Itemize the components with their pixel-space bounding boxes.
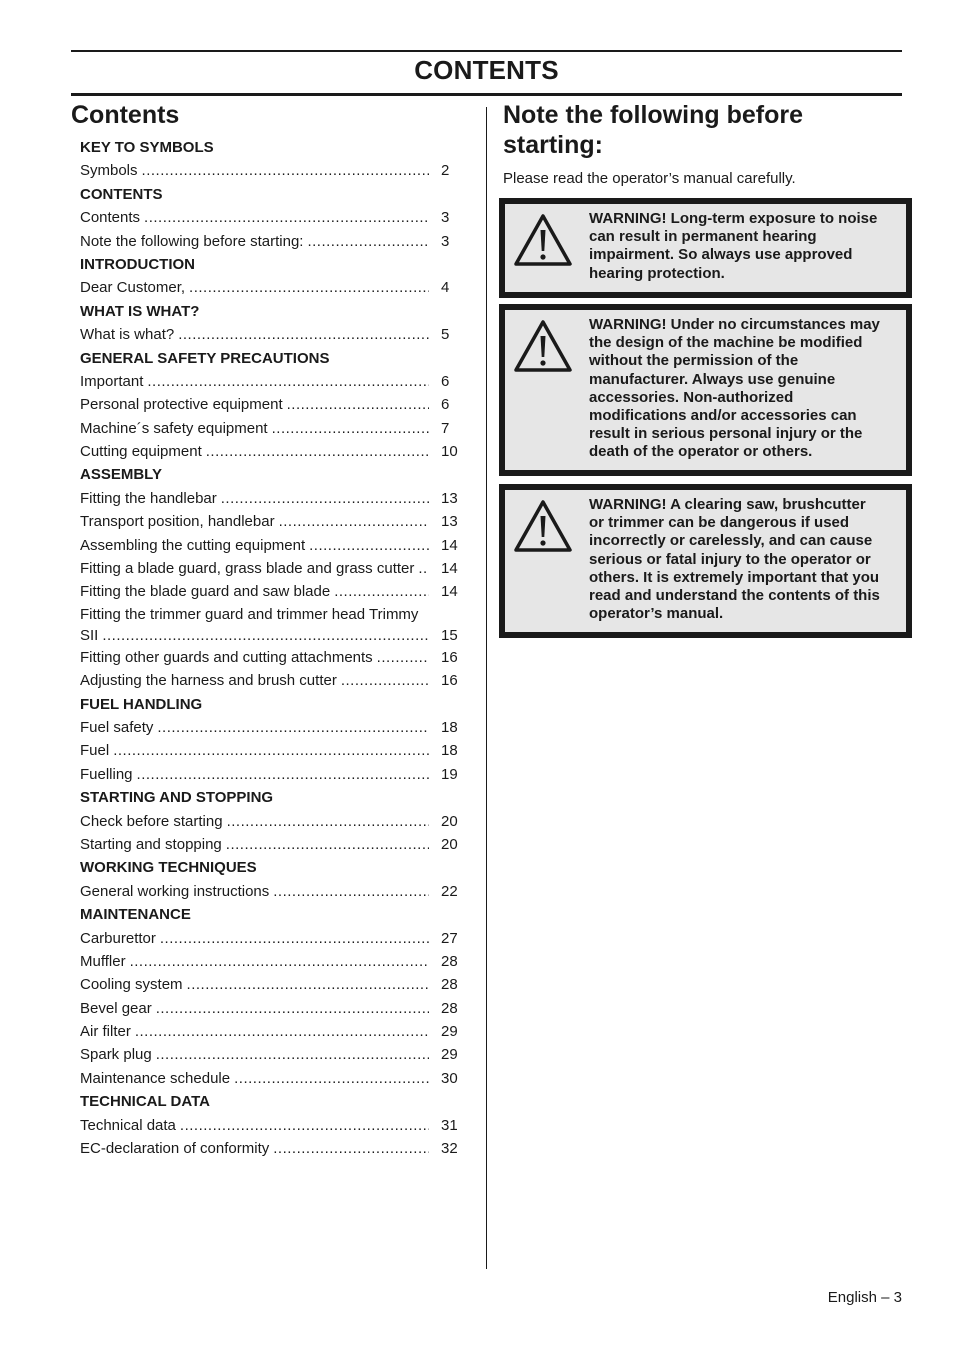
toc-entry-label: Symbols bbox=[80, 162, 138, 180]
toc-dot-leader bbox=[147, 370, 429, 393]
toc-dot-leader bbox=[160, 927, 429, 950]
toc-page-number: 3 bbox=[441, 209, 450, 227]
toc-entry bbox=[71, 997, 461, 1020]
toc-entry bbox=[71, 487, 461, 510]
warning-text-line: WARNING! A clearing saw, brushcutter bbox=[589, 496, 866, 513]
toc-dot-leader bbox=[142, 159, 429, 182]
toc-page-number: 28 bbox=[441, 952, 458, 970]
warning-box-inner bbox=[505, 310, 906, 470]
toc-entry bbox=[71, 763, 461, 786]
toc-entry-label-cont: SII bbox=[80, 626, 99, 644]
toc-entry-label: Maintenance schedule bbox=[80, 1069, 231, 1087]
toc-dot-leader bbox=[102, 625, 429, 646]
toc-entry-label: Fuelling bbox=[80, 765, 133, 783]
warning-text bbox=[589, 210, 900, 283]
toc-entry-label: What is what? bbox=[80, 326, 175, 344]
toc-page-number: 32 bbox=[441, 1140, 458, 1158]
toc-page-number: 18 bbox=[441, 742, 458, 760]
toc-page-number: 14 bbox=[441, 583, 458, 601]
toc-dot-leader bbox=[273, 1137, 429, 1160]
warning-text-line: WARNING! Long-term exposure to noise bbox=[589, 210, 878, 227]
toc-entry bbox=[71, 880, 461, 903]
toc-entry-label: Carburettor bbox=[80, 929, 156, 947]
toc-section-heading: CONTENTS bbox=[80, 185, 163, 203]
toc-dot-leader bbox=[341, 669, 429, 692]
header-rule-bottom bbox=[71, 93, 902, 96]
toc-dot-leader bbox=[187, 973, 429, 996]
toc-entry-label: Spark plug bbox=[80, 1046, 152, 1064]
toc-page-number: 31 bbox=[441, 1116, 458, 1134]
note-intro: Please read the operator’s manual carefully. bbox=[503, 170, 796, 187]
warning-text-line: serious or fatal injury to the operator or bbox=[589, 550, 871, 568]
toc-page-number: 16 bbox=[441, 648, 458, 666]
toc-entry bbox=[71, 810, 461, 833]
toc-entry-label: Note the following before starting: bbox=[80, 232, 304, 250]
toc-entry bbox=[71, 1020, 461, 1043]
toc-entry-label: Technical data bbox=[80, 1116, 176, 1134]
toc-section-heading: MAINTENANCE bbox=[80, 906, 191, 924]
toc-dot-leader bbox=[279, 510, 429, 533]
warning-text-line: manufacturer. Always use genuine bbox=[589, 370, 836, 388]
toc-entry bbox=[71, 510, 461, 533]
toc-dot-leader bbox=[273, 880, 429, 903]
toc-entry-label: Air filter bbox=[80, 1023, 131, 1041]
toc-dot-leader bbox=[180, 1114, 429, 1137]
toc-dot-leader bbox=[189, 276, 429, 299]
warning-text-line: impairment. So always use approved bbox=[589, 246, 853, 264]
toc-entry-label: Important bbox=[80, 372, 144, 390]
toc-page-number: 14 bbox=[441, 536, 458, 554]
toc-dot-leader bbox=[334, 580, 429, 603]
toc-list bbox=[71, 136, 461, 1160]
table-of-contents bbox=[71, 100, 461, 1160]
warning-text bbox=[589, 316, 900, 462]
toc-page-number: 19 bbox=[441, 765, 458, 783]
toc-entry bbox=[71, 557, 461, 580]
warning-text-line: incorrectly or carelessly, and can cause bbox=[589, 532, 873, 550]
toc-page-number: 6 bbox=[441, 396, 450, 414]
toc-page-number: 13 bbox=[441, 513, 458, 531]
toc-entry-label: Fuel safety bbox=[80, 718, 154, 736]
toc-section-heading: GENERAL SAFETY PRECAUTIONS bbox=[80, 349, 330, 367]
toc-entry bbox=[71, 323, 461, 346]
toc-entry-label: EC-declaration of conformity bbox=[80, 1140, 270, 1158]
toc-entry-label: Assembling the cutting equipment bbox=[80, 536, 306, 554]
toc-page-number: 28 bbox=[441, 999, 458, 1017]
warning-text-line: the design of the machine be modified bbox=[589, 334, 863, 352]
toc-dot-leader bbox=[221, 487, 429, 510]
warning-text-line: can result in permanent hearing bbox=[589, 228, 817, 246]
note-heading-line1: Note the following before bbox=[503, 101, 803, 129]
toc-entry bbox=[71, 580, 461, 603]
toc-dot-leader bbox=[227, 810, 429, 833]
toc-dot-leader bbox=[178, 323, 429, 346]
toc-entry-label: Personal protective equipment bbox=[80, 396, 283, 414]
toc-entry-label: Check before starting bbox=[80, 812, 223, 830]
warning-box-inner bbox=[505, 204, 906, 292]
toc-dot-leader bbox=[234, 1067, 429, 1090]
toc-section-heading: STARTING AND STOPPING bbox=[80, 789, 274, 807]
warning-text bbox=[589, 496, 900, 623]
toc-page-number: 14 bbox=[441, 560, 458, 578]
toc-entry-label: Starting and stopping bbox=[80, 835, 222, 853]
toc-dot-leader bbox=[156, 997, 429, 1020]
toc-entry-label: Cutting equipment bbox=[80, 443, 202, 461]
toc-entry bbox=[71, 833, 461, 856]
toc-page-number: 13 bbox=[441, 489, 458, 507]
toc-entry-label: Fitting the handlebar bbox=[80, 489, 217, 507]
toc-entry-label: Adjusting the harness and brush cutter bbox=[80, 672, 337, 690]
toc-page-number: 18 bbox=[441, 718, 458, 736]
toc-page-number: 6 bbox=[441, 372, 450, 390]
toc-page-number: 10 bbox=[441, 443, 458, 461]
toc-entry bbox=[71, 1137, 461, 1160]
warning-text-line: WARNING! Under no circumstances may bbox=[589, 316, 880, 333]
warning-triangle-icon bbox=[513, 318, 573, 374]
toc-section-heading: ASSEMBLY bbox=[80, 466, 162, 484]
toc-page-number: 28 bbox=[441, 976, 458, 994]
page-title: CONTENTS bbox=[414, 55, 559, 85]
warning-text-line: read and understand the contents of this bbox=[589, 587, 880, 605]
toc-page-number: 20 bbox=[441, 835, 458, 853]
toc-section-heading: WHAT IS WHAT? bbox=[80, 302, 200, 320]
toc-entry-continuation bbox=[80, 625, 461, 646]
toc-dot-leader bbox=[137, 763, 429, 786]
toc-dot-leader bbox=[226, 833, 429, 856]
column-divider bbox=[486, 107, 487, 1269]
warning-triangle-icon bbox=[513, 498, 573, 554]
toc-entry bbox=[71, 646, 461, 669]
toc-section-heading: WORKING TECHNIQUES bbox=[80, 859, 257, 877]
toc-page-number: 2 bbox=[441, 162, 450, 180]
toc-page-number: 27 bbox=[441, 929, 458, 947]
toc-page-number: 20 bbox=[441, 812, 458, 830]
note-heading-line2: starting: bbox=[503, 131, 603, 159]
toc-section-heading: INTRODUCTION bbox=[80, 255, 195, 273]
toc-entry bbox=[71, 1114, 461, 1137]
toc-entry bbox=[71, 440, 461, 463]
toc-entry bbox=[71, 927, 461, 950]
toc-entry bbox=[71, 159, 461, 182]
warning-text-line: operator’s manual. bbox=[589, 605, 724, 623]
toc-page-number: 29 bbox=[441, 1046, 458, 1064]
toc-entry bbox=[71, 1067, 461, 1090]
toc-entry bbox=[71, 950, 461, 973]
toc-entry-label: Dear Customer, bbox=[80, 279, 186, 297]
toc-entry-label: Fitting the blade guard and saw blade bbox=[80, 583, 331, 601]
toc-entry bbox=[71, 534, 461, 557]
toc-dot-leader bbox=[157, 716, 429, 739]
toc-entry-label: Bevel gear bbox=[80, 999, 152, 1017]
toc-dot-leader bbox=[135, 1020, 429, 1043]
warning-text-line: hearing protection. bbox=[589, 264, 725, 282]
warning-text-line: without the permission of the bbox=[589, 352, 799, 370]
note-section bbox=[503, 100, 903, 187]
warning-box-modification bbox=[499, 304, 912, 476]
toc-entry-label: General working instructions bbox=[80, 882, 270, 900]
toc-entry-label: Machine´s safety equipment bbox=[80, 419, 268, 437]
toc-section-heading: KEY TO SYMBOLS bbox=[80, 139, 214, 156]
toc-entry-label: Transport position, handlebar bbox=[80, 513, 275, 531]
toc-page-number: 7 bbox=[441, 419, 450, 437]
warning-text-line: result in serious personal injury or the bbox=[589, 425, 863, 443]
warning-text-line: modifications and/or accessories can bbox=[589, 407, 857, 425]
toc-dot-leader bbox=[206, 440, 429, 463]
toc-section-heading: FUEL HANDLING bbox=[80, 695, 203, 713]
warning-box-danger bbox=[499, 484, 912, 638]
toc-entry-label: Cooling system bbox=[80, 976, 183, 994]
toc-entry bbox=[71, 206, 461, 229]
toc-entry-label: Muffler bbox=[80, 952, 126, 970]
toc-entry-label: Fitting a blade guard, grass blade and grass cutter bbox=[80, 560, 415, 578]
warning-text-line: death of the operator or others. bbox=[589, 443, 813, 461]
toc-dot-leader bbox=[309, 534, 429, 557]
toc-page-number: 3 bbox=[441, 232, 450, 250]
warning-text-line: or trimmer can be dangerous if used bbox=[589, 514, 850, 532]
toc-entry-label: Fuel bbox=[80, 742, 110, 760]
toc-dot-leader bbox=[307, 230, 429, 253]
toc-section-heading: TECHNICAL DATA bbox=[80, 1093, 210, 1111]
header-rule-top bbox=[71, 50, 902, 52]
toc-entry bbox=[71, 739, 461, 762]
warning-text-line: accessories. Non-authorized bbox=[589, 388, 794, 406]
toc-page-number: 5 bbox=[441, 326, 450, 344]
warning-box-noise bbox=[499, 198, 912, 298]
toc-entry bbox=[71, 276, 461, 299]
toc-dot-leader bbox=[272, 417, 429, 440]
toc-entry bbox=[71, 417, 461, 440]
warning-text-line: others. It is extremely important that you bbox=[589, 568, 880, 586]
warning-box-inner bbox=[505, 490, 906, 632]
warning-triangle-icon bbox=[513, 212, 573, 268]
toc-dot-leader bbox=[144, 206, 429, 229]
toc-entry-label: Fitting the trimmer guard and trimmer head Trimmy bbox=[80, 605, 419, 623]
toc-dot-leader bbox=[287, 393, 429, 416]
toc-entry bbox=[71, 393, 461, 416]
toc-entry bbox=[71, 716, 461, 739]
page-footer: English – 3 bbox=[827, 1289, 902, 1306]
toc-entry-label: Fitting other guards and cutting attachments bbox=[80, 648, 373, 666]
toc-dot-leader bbox=[377, 646, 429, 669]
note-heading bbox=[503, 100, 903, 160]
toc-entry bbox=[71, 604, 461, 646]
toc-page-number: 16 bbox=[441, 672, 458, 690]
toc-page-number: 29 bbox=[441, 1023, 458, 1041]
toc-dot-leader bbox=[418, 557, 429, 580]
toc-heading: Contents bbox=[71, 101, 180, 129]
toc-page-number: 30 bbox=[441, 1069, 458, 1087]
toc-entry-label: Contents bbox=[80, 209, 141, 227]
toc-entry bbox=[71, 973, 461, 996]
toc-entry bbox=[71, 1043, 461, 1066]
toc-entry bbox=[71, 669, 461, 692]
toc-entry bbox=[71, 230, 461, 253]
toc-dot-leader bbox=[130, 950, 429, 973]
toc-entry bbox=[71, 370, 461, 393]
toc-dot-leader bbox=[156, 1043, 429, 1066]
toc-page-number: 4 bbox=[441, 279, 450, 297]
toc-dot-leader bbox=[113, 739, 429, 762]
toc-page-number: 22 bbox=[441, 882, 458, 900]
toc-page-number: 15 bbox=[441, 626, 458, 644]
